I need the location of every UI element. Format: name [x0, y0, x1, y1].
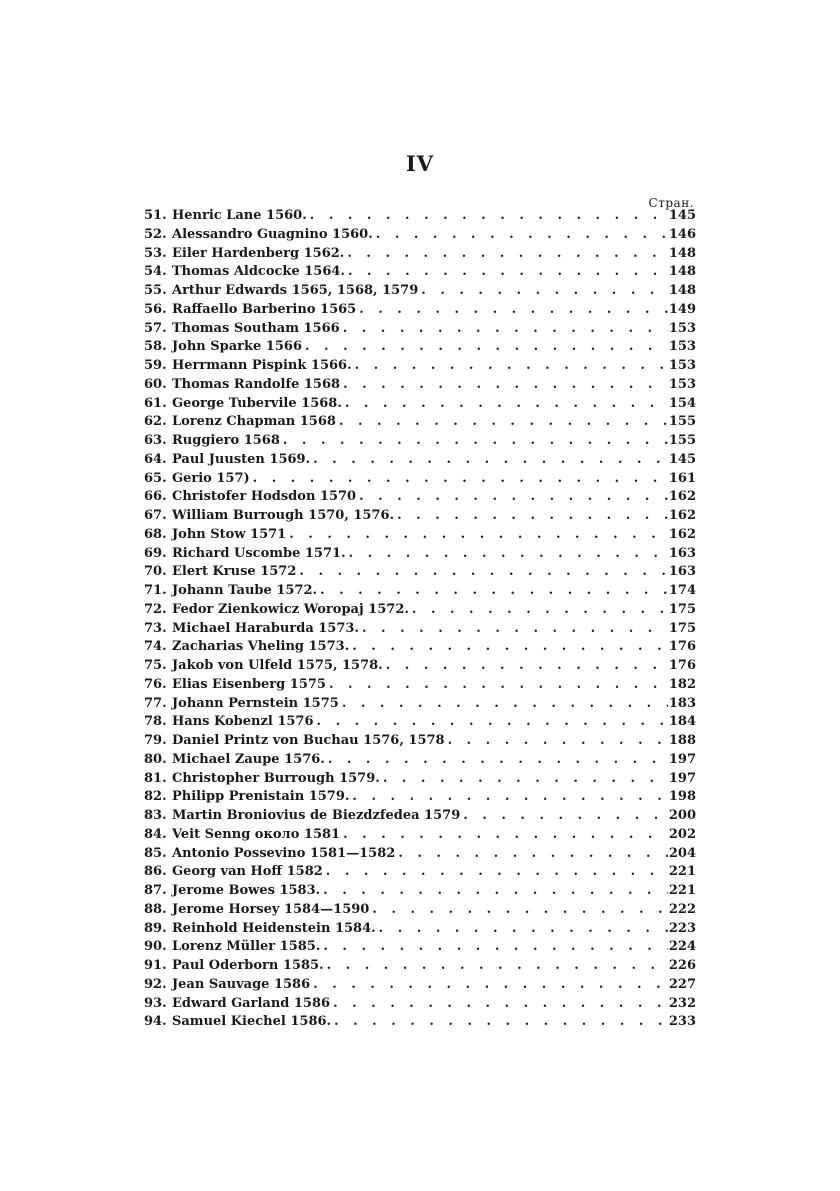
dot-leader [398, 846, 668, 864]
entry-title: Johann Pernstein 1575 [172, 695, 339, 711]
entry-page: 198 [668, 789, 696, 805]
entry-title: Eiler Hardenberg 1562. [172, 245, 345, 261]
entry-page: 174 [668, 583, 696, 598]
entry-page: 183 [668, 695, 696, 711]
dot-leader [317, 714, 668, 732]
toc-entry [144, 377, 696, 396]
entry-page: 148 [668, 283, 696, 298]
toc-entry [144, 396, 696, 415]
dot-leader [326, 864, 668, 882]
entry-page: 162 [668, 489, 696, 505]
entry-title: Edward Garland 1586 [172, 995, 331, 1011]
entry-page: 176 [668, 658, 696, 673]
entry-page: 223 [668, 920, 696, 936]
entry-page: 182 [668, 676, 696, 692]
entry-number: 91. [144, 958, 167, 973]
toc-entry [144, 789, 696, 808]
entry-page: 221 [668, 883, 696, 898]
toc-entry [144, 771, 696, 790]
dot-leader [323, 939, 668, 957]
toc-entry [144, 1014, 696, 1033]
entry-number: 85. [144, 845, 167, 861]
entry-number: 61. [144, 395, 167, 411]
toc-entry [144, 733, 696, 752]
entry-page: 162 [668, 508, 696, 523]
toc-entry [144, 827, 696, 846]
entry-number: 93. [144, 995, 167, 1011]
entry-number: 56. [144, 301, 167, 317]
entry-number: 87. [144, 883, 167, 898]
entry-page: 175 [668, 620, 696, 636]
toc-entry [144, 977, 696, 996]
dot-leader [329, 677, 668, 695]
toc-entry [144, 546, 696, 565]
toc-entry [144, 677, 696, 696]
entry-number: 59. [144, 358, 167, 373]
entry-title: Hans Kobenzl 1576 [172, 714, 314, 730]
entry-number: 57. [144, 320, 167, 336]
toc-entry [144, 508, 696, 527]
dot-leader [448, 733, 668, 751]
dot-leader [343, 827, 668, 845]
dot-leader [379, 921, 668, 939]
entry-title: George Tubervile 1568. [172, 395, 342, 411]
entry-title: Ruggiero 1568 [172, 433, 280, 448]
entry-page: 176 [668, 639, 696, 655]
entry-title: Lorenz Chapman 1568 [172, 414, 336, 430]
entry-number: 68. [144, 526, 167, 542]
entry-title: Martin Broniovius de Biezdzfedea 1579 [172, 808, 461, 823]
entry-title: Alessandro Guagnino 1560. [172, 226, 373, 242]
dot-leader [359, 302, 668, 320]
entry-page: 227 [668, 976, 696, 992]
entry-number: 88. [144, 901, 167, 917]
toc-entry [144, 939, 696, 958]
entry-page: 153 [668, 320, 696, 336]
toc-entry [144, 358, 696, 377]
dot-leader [421, 283, 668, 301]
entry-title: Fedor Zienkowicz Woropaj 1572. [172, 601, 409, 617]
entry-title: Paul Juusten 1569. [172, 451, 311, 467]
entry-page: 197 [668, 751, 696, 767]
page-column-header: Стран. [648, 196, 694, 210]
dot-leader [305, 339, 668, 357]
table-of-contents [144, 208, 696, 1033]
dot-leader [352, 789, 668, 807]
entry-title: Elert Kruse 1572 [172, 564, 297, 580]
entry-page: 197 [668, 770, 696, 786]
toc-entry [144, 527, 696, 546]
entry-title: Daniel Printz von Buchau 1576, 1578 [172, 733, 445, 748]
toc-entry [144, 846, 696, 865]
entry-number: 70. [144, 564, 167, 580]
entry-title: Christopher Burrough 1579. [172, 770, 380, 786]
entry-page: 154 [668, 395, 696, 411]
toc-entry [144, 227, 696, 246]
entry-title: Samuel Kiechel 1586. [172, 1014, 332, 1030]
entry-number: 94. [144, 1014, 167, 1030]
entry-page: 202 [668, 826, 696, 842]
dot-leader [310, 208, 668, 226]
entry-title: Arthur Edwards 1565, 1568, 1579 [172, 283, 419, 298]
dot-leader [313, 977, 668, 995]
dot-leader [347, 246, 668, 264]
entry-page: 162 [668, 526, 696, 542]
dot-leader [397, 508, 668, 526]
toc-entry [144, 621, 696, 640]
toc-entry [144, 414, 696, 433]
toc-entry [144, 471, 696, 490]
entry-number: 66. [144, 489, 167, 505]
entry-page: 145 [668, 451, 696, 467]
entry-page: 188 [668, 733, 696, 748]
toc-entry [144, 208, 696, 227]
entry-number: 58. [144, 339, 167, 355]
entry-page: 184 [668, 714, 696, 730]
toc-entry [144, 433, 696, 452]
entry-title: Thomas Aldcocke 1564. [172, 264, 345, 280]
toc-entry [144, 658, 696, 677]
dot-leader [355, 358, 668, 376]
entry-page: 148 [668, 264, 696, 280]
entry-title: Paul Oderborn 1585. [172, 958, 324, 973]
entry-page: 153 [668, 358, 696, 373]
dot-leader [283, 433, 668, 451]
entry-title: Thomas Randolfe 1568 [172, 376, 341, 392]
entry-title: John Sparke 1566 [172, 339, 302, 355]
toc-entry [144, 864, 696, 883]
entry-number: 78. [144, 714, 167, 730]
toc-entry [144, 452, 696, 471]
entry-title: Jakob von Ulfeld 1575, 1578. [172, 658, 383, 673]
entry-number: 89. [144, 920, 167, 936]
entry-title: Raffaello Barberino 1565 [172, 301, 357, 317]
entry-page: 233 [668, 1014, 696, 1030]
toc-entry [144, 696, 696, 715]
dot-leader [386, 658, 668, 676]
dot-leader [313, 452, 668, 470]
entry-number: 81. [144, 770, 167, 786]
entry-page: 226 [668, 958, 696, 973]
entry-number: 75. [144, 658, 167, 673]
entry-title: Antonio Possevino 1581—1582 [172, 845, 396, 861]
dot-leader [253, 471, 668, 489]
entry-number: 71. [144, 583, 167, 598]
dot-leader [359, 489, 668, 507]
toc-entry [144, 564, 696, 583]
entry-title: Johann Taube 1572. [172, 583, 318, 598]
entry-title: William Burrough 1570, 1576. [172, 508, 395, 523]
dot-leader [376, 227, 668, 245]
entry-number: 65. [144, 470, 167, 486]
entry-number: 80. [144, 751, 167, 767]
toc-entry [144, 808, 696, 827]
entry-title: Philipp Prenistain 1579. [172, 789, 350, 805]
entry-page: 232 [668, 995, 696, 1011]
page-number: IV [405, 151, 435, 176]
entry-title: Veit Senng около 1581 [172, 826, 341, 842]
dot-leader [343, 377, 668, 395]
toc-entry [144, 602, 696, 621]
entry-page: 145 [668, 208, 696, 223]
entry-number: 79. [144, 733, 167, 748]
entry-number: 76. [144, 676, 167, 692]
dot-leader [320, 583, 668, 601]
entry-number: 92. [144, 976, 167, 992]
dot-leader [348, 264, 668, 282]
entry-title: Lorenz Müller 1585. [172, 939, 321, 955]
entry-title: Richard Uscombe 1571. [172, 545, 346, 561]
entry-title: Herrmann Pispink 1566. [172, 358, 352, 373]
toc-entry [144, 283, 696, 302]
toc-entry [144, 583, 696, 602]
entry-number: 74. [144, 639, 167, 655]
entry-page: 146 [668, 226, 696, 242]
entry-page: 224 [668, 939, 696, 955]
toc-entry [144, 264, 696, 283]
dot-leader [372, 902, 668, 920]
toc-entry [144, 321, 696, 340]
entry-number: 73. [144, 620, 167, 636]
dot-leader [362, 621, 668, 639]
entry-page: 153 [668, 376, 696, 392]
entry-title: John Stow 1571 [172, 526, 287, 542]
dot-leader [299, 564, 668, 582]
toc-entry [144, 302, 696, 321]
entry-page: 175 [668, 601, 696, 617]
toc-entry [144, 639, 696, 658]
dot-leader [345, 396, 668, 414]
dot-leader [343, 321, 668, 339]
dot-leader [323, 883, 668, 901]
dot-leader [334, 1014, 668, 1032]
entry-title: Georg van Hoff 1582 [172, 864, 323, 880]
toc-entry [144, 489, 696, 508]
entry-page: 163 [668, 564, 696, 580]
entry-number: 86. [144, 864, 167, 880]
entry-page: 153 [668, 339, 696, 355]
entry-title: Gerio 157) [172, 470, 250, 486]
dot-leader [349, 546, 668, 564]
entry-number: 52. [144, 226, 167, 242]
dot-leader [383, 771, 668, 789]
dot-leader [339, 414, 668, 432]
entry-number: 67. [144, 508, 167, 523]
entry-number: 83. [144, 808, 167, 823]
entry-number: 53. [144, 245, 167, 261]
entry-page: 155 [668, 414, 696, 430]
entry-number: 69. [144, 545, 167, 561]
dot-leader [463, 808, 668, 826]
toc-entry [144, 883, 696, 902]
dot-leader [327, 958, 668, 976]
entry-number: 77. [144, 695, 167, 711]
entry-number: 64. [144, 451, 167, 467]
dot-leader [328, 752, 668, 770]
entry-number: 62. [144, 414, 167, 430]
entry-page: 200 [668, 808, 696, 823]
entry-number: 54. [144, 264, 167, 280]
entry-number: 90. [144, 939, 167, 955]
entry-number: 60. [144, 376, 167, 392]
entry-page: 163 [668, 545, 696, 561]
entry-title: Thomas Southam 1566 [172, 320, 340, 336]
toc-entry [144, 902, 696, 921]
entry-number: 51. [144, 208, 167, 223]
toc-entry [144, 752, 696, 771]
entry-page: 148 [668, 245, 696, 261]
toc-entry [144, 339, 696, 358]
entry-page: 221 [668, 864, 696, 880]
entry-title: Jerome Horsey 1584—1590 [172, 901, 370, 917]
entry-number: 82. [144, 789, 167, 805]
entry-page: 155 [668, 433, 696, 448]
entry-number: 55. [144, 283, 167, 298]
entry-number: 63. [144, 433, 167, 448]
toc-entry [144, 958, 696, 977]
toc-entry [144, 246, 696, 265]
entry-title: Jean Sauvage 1586 [172, 976, 311, 992]
toc-entry [144, 996, 696, 1015]
entry-title: Michael Haraburda 1573. [172, 620, 359, 636]
dot-leader [352, 639, 668, 657]
dot-leader [333, 996, 668, 1014]
entry-page: 149 [668, 301, 696, 317]
entry-number: 72. [144, 601, 167, 617]
toc-entry [144, 921, 696, 940]
entry-title: Reinhold Heidenstein 1584. [172, 920, 376, 936]
entry-title: Elias Eisenberg 1575 [172, 676, 326, 692]
entry-title: Christofer Hodsdon 1570 [172, 489, 357, 505]
entry-title: Michael Zaupe 1576. [172, 751, 325, 767]
entry-page: 204 [668, 845, 696, 861]
entry-page: 161 [668, 470, 696, 486]
dot-leader [342, 696, 668, 714]
entry-title: Zacharias Vheling 1573. [172, 639, 350, 655]
dot-leader [412, 602, 668, 620]
toc-entry [144, 714, 696, 733]
dot-leader [289, 527, 668, 545]
entry-title: Jerome Bowes 1583. [172, 883, 321, 898]
entry-number: 84. [144, 826, 167, 842]
entry-title: Henric Lane 1560. [172, 208, 307, 223]
entry-page: 222 [668, 901, 696, 917]
